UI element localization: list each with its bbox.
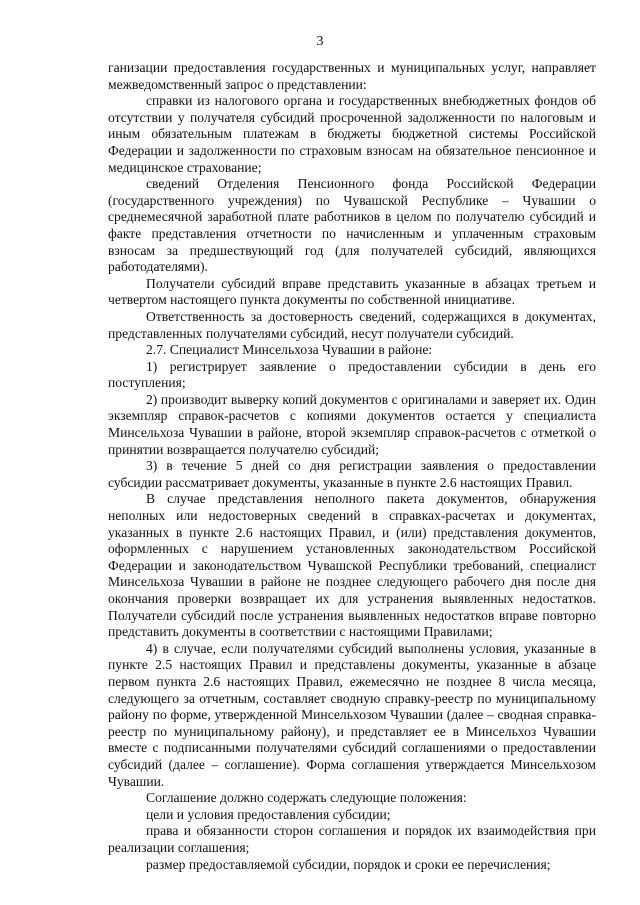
- paragraph-subsidy-amount: размер предоставляемой субсидии, порядок и сроки ее перечисления;: [146, 856, 551, 872]
- paragraph-incomplete-package: В случае представления неполного пакета документов, обнаружения неполных или недостоверных сведений в справках-расчетах и документах, указанных в пункте 2.6 настоящих Правил, и (или) представления документов, оформленных с нарушением установленных законодательством Российской Федерации и законодательством Чувашской Республики требований, специалист Минсельхоза Чувашии в районе не позднее следующего рабочего дня после дня окончания проверки возвращает их для устранения выявленных недостатков. Получатели субсидий после устранения выявленных недостатков вправе повторно представить документы в соответствии с настоящими Правилами;: [108, 491, 596, 640]
- paragraph-tax-certificate: справки из налогового органа и государственных внебюджетных фондов об отсутствии у получателя субсидий просроченной задолженности по налоговым и иным обязательным платежам в бюджеты бюджетной системы Российской Федерации и задолженности по страховым взносам на обязательное пенсионное и медицинское страхование;: [108, 93, 596, 175]
- paragraph-goals-conditions: цели и условия предоставления субсидии;: [146, 806, 391, 822]
- paragraph-item-2: 2) производит выверку копий документов с оригиналами и заверяет их. Один экземпляр справок-расчетов с копиями документов остается у специалиста Минсельхоза Чувашии в районе, второй экземпляр справок-расчетов с отметкой о принятии возвращается получателю субсидий;: [108, 391, 596, 457]
- paragraph-item-4: 4) в случае, если получателями субсидий выполнены условия, указанные в пункте 2.5 настоящих Правил и представлены документы, указанные в абзаце первом пункта 2.6 настоящих Правил, ежемесячно не позднее 8 числа месяца, следующего за отчетным, составляет сводную справку-реестр по муниципальному району по форме, утвержденной Минсельхозом Чувашии (далее – сводная справка-реестр по муниципальному району), и представляет ее в Минсельхоз Чувашии вместе с подписанными получателями субсидий соглашениями о предоставлении субсидий (далее – соглашение). Форма соглашения утверждается Минсельхозом Чувашии.: [108, 640, 596, 789]
- paragraph-item-3: 3) в течение 5 дней со дня регистрации заявления о предоставлении субсидии рассматривает документы, указанные в пункте 2.6 настоящих Правил.: [108, 458, 596, 490]
- paragraph-section-2-7: 2.7. Специалист Минсельхоза Чувашии в районе:: [146, 342, 433, 358]
- paragraph-pension-fund-info: сведений Отделения Пенсионного фонда Российской Федерации (государственного учреждения) по Чувашской Республике – Чувашии о среднемесячной заработной плате работников в целом по получателю субсидий и факте представления отчетности по начисленным и уплаченным страховым взносам за предшествующий год (для получателей субсидий, являющихся работодателями).: [108, 176, 596, 275]
- page-number: 3: [316, 34, 324, 49]
- paragraph-item-1: 1) регистрирует заявление о предоставлении субсидии в день его поступления;: [108, 358, 596, 391]
- paragraph-responsibility: Ответственность за достоверность сведений, содержащихся в документах, представленных получателями субсидий, несут получатели субсидий.: [108, 308, 596, 341]
- paragraph-rights-obligations: права и обязанности сторон соглашения и порядок их взаимодействия при реализации соглашения;: [108, 823, 596, 855]
- document-body: [108, 60, 596, 873]
- paragraph-continuation: ганизации предоставления государственных и муниципальных услуг, направляет межведомственный запрос о представлении:: [108, 60, 596, 92]
- paragraph-agreement-contents: Соглашение должно содержать следующие положения:: [146, 790, 467, 806]
- paragraph-own-initiative: Получатели субсидий вправе представить указанные в абзацах третьем и четвертом настоящего пункта документы по собственной инициативе.: [108, 275, 596, 308]
